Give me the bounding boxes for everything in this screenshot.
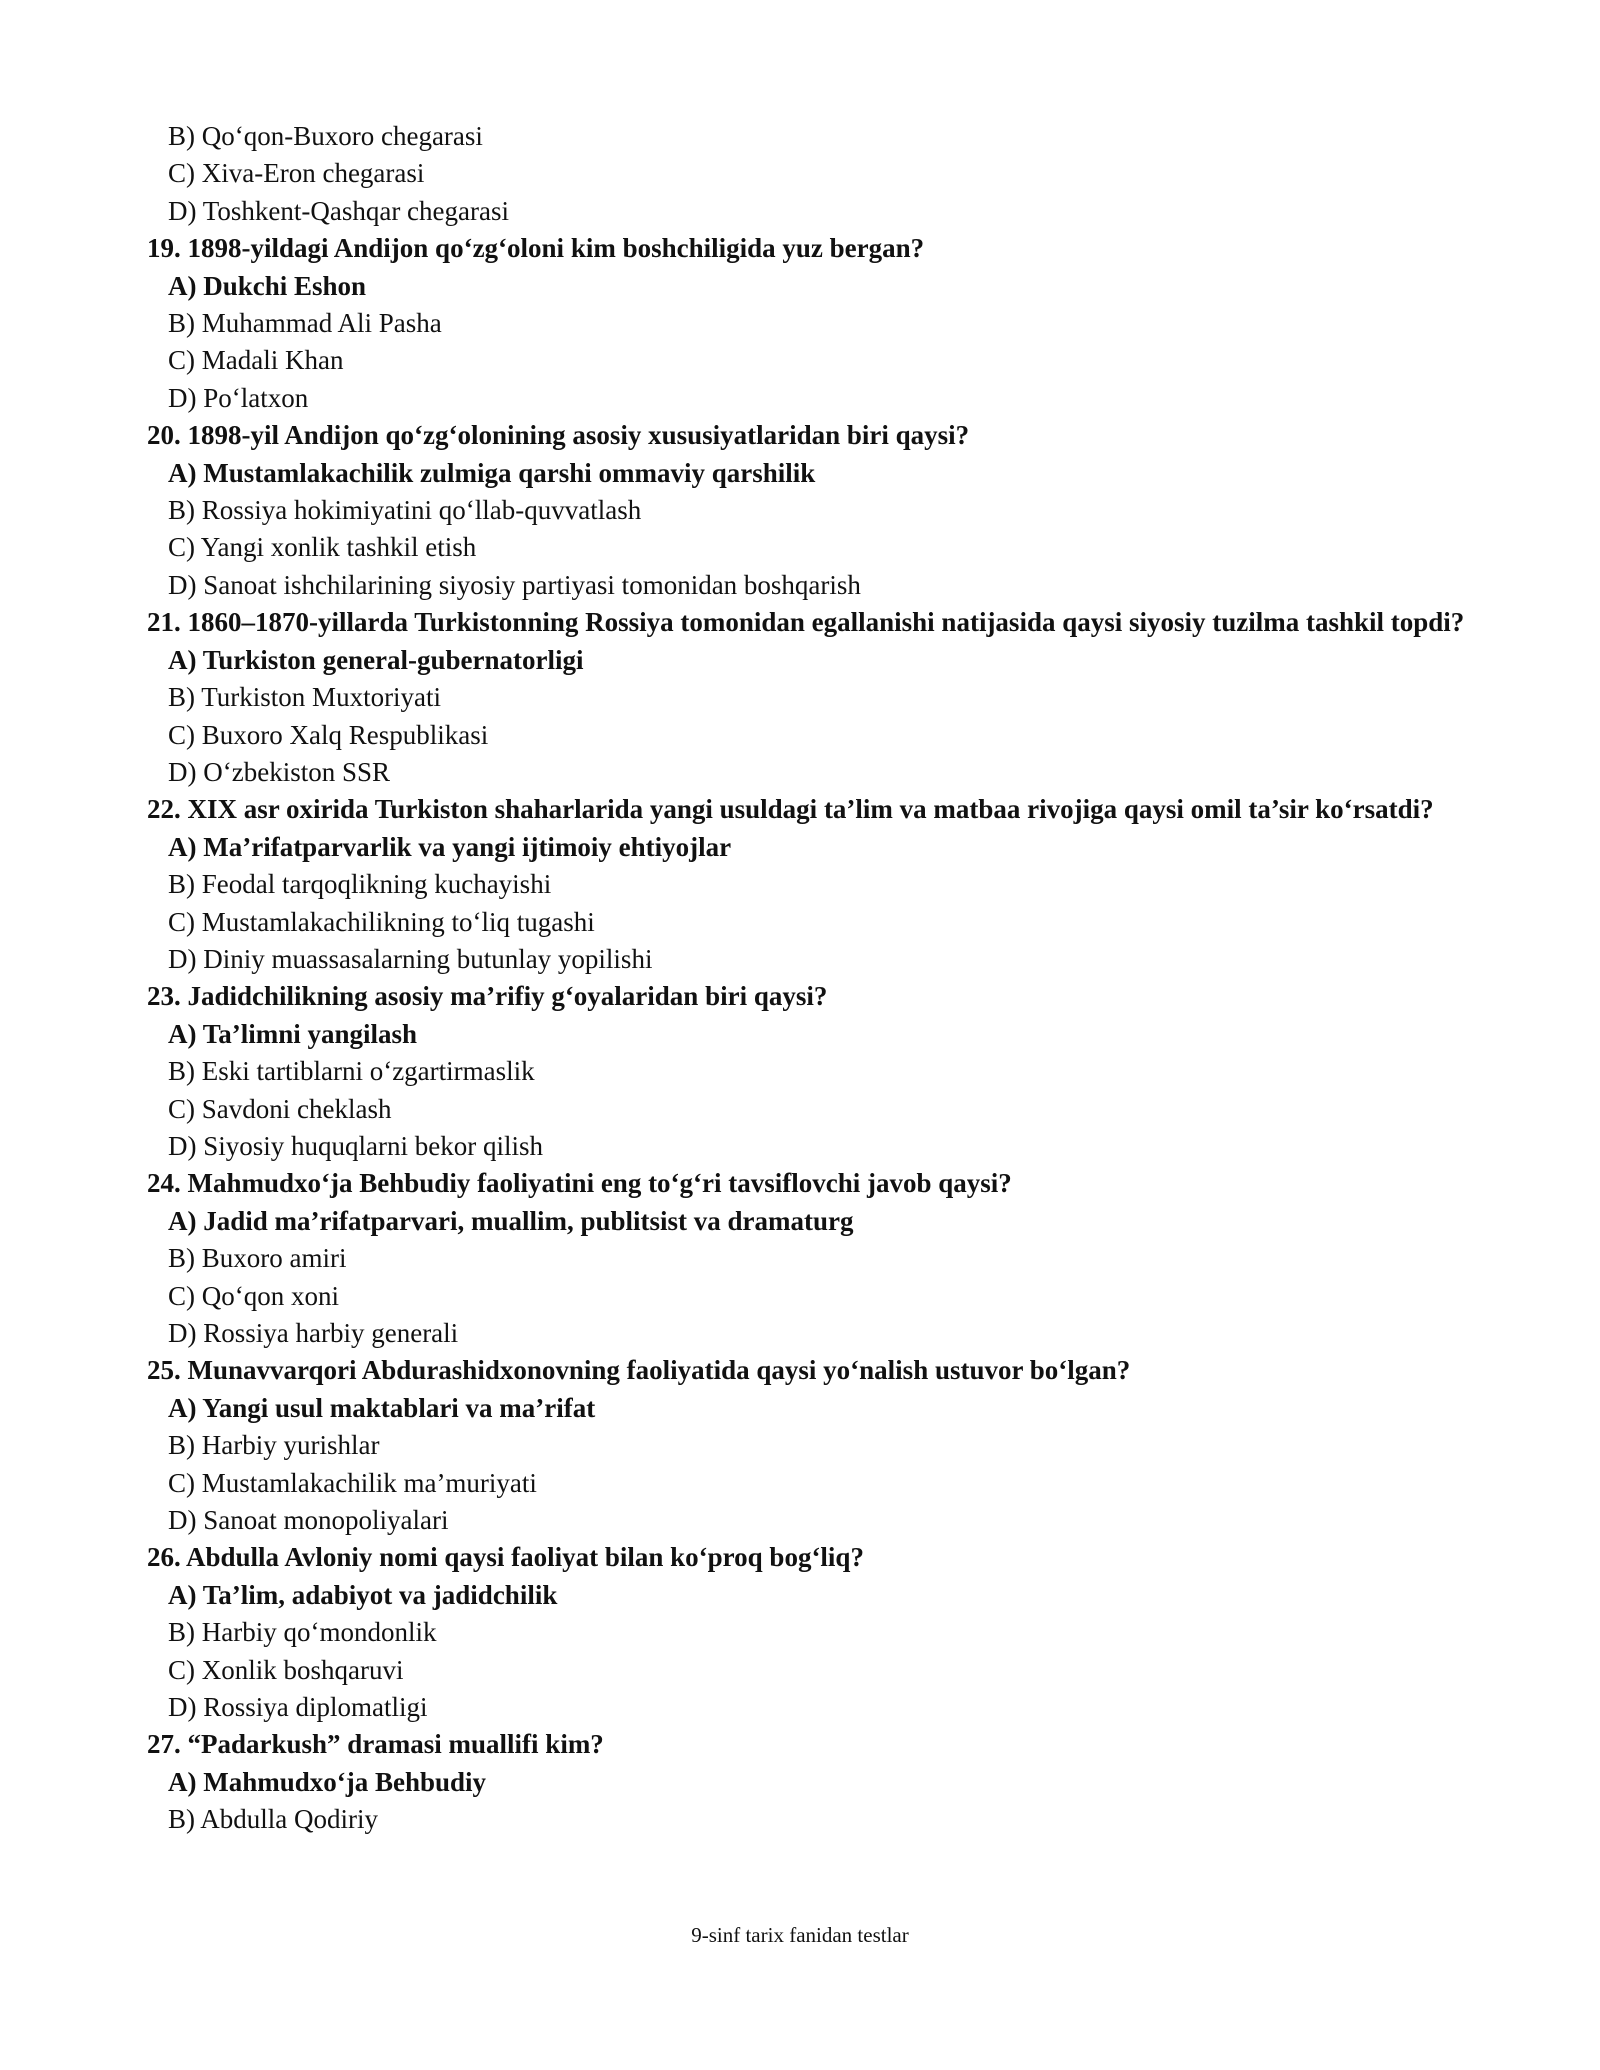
answer-option: B) Turkiston Muxtoriyati [168, 682, 442, 713]
correct-answer-option: A) Mustamlakachilik zulmiga qarshi ommaviy qarshilik [168, 457, 816, 488]
answer-option: D) Siyosiy huquqlarni bekor qilish [168, 1130, 543, 1161]
question-block [0, 1352, 1600, 1539]
question-text: 20. 1898-yil Andijon qo‘zg‘olonining asosiy xususiyatlaridan biri qaysi? [147, 420, 970, 451]
correct-answer-option: A) Jadid ma’rifatparvari, muallim, publitsist va dramaturg [168, 1205, 854, 1236]
question-text: 25. Munavvarqori Abdurashidxonovning faoliyatida qaysi yo‘nalish ustuvor bo‘lgan? [147, 1355, 1131, 1386]
answer-option: B) Eski tartiblarni o‘zgartirmaslik [168, 1056, 535, 1087]
question-block [0, 1165, 1600, 1352]
correct-answer-option: A) Yangi usul maktablari va ma’rifat [168, 1392, 596, 1423]
question-block [0, 417, 1600, 604]
question-text: 26. Abdulla Avloniy nomi qaysi faoliyat bilan ko‘proq bog‘liq? [147, 1542, 864, 1573]
answer-option: D) Toshkent-Qashqar chegarasi [168, 195, 509, 226]
question-text: 23. Jadidchilikning asosiy ma’rifiy g‘oyalaridan biri qaysi? [147, 981, 828, 1012]
answer-option: C) Mustamlakachilikning to‘liq tugashi [168, 906, 595, 937]
answer-option: B) Abdulla Qodiriy [168, 1804, 378, 1835]
test-page [0, 118, 1600, 1839]
correct-answer-option: A) Ma’rifatparvarlik va yangi ijtimoiy ehtiyojlar [168, 831, 732, 862]
question-block [0, 791, 1600, 978]
correct-answer-option: A) Dukchi Eshon [168, 270, 367, 301]
answer-option: D) O‘zbekiston SSR [168, 756, 390, 787]
answer-option: B) Qo‘qon-Buxoro chegarasi [168, 121, 483, 151]
answer-option: D) Po‘latxon [168, 382, 309, 413]
question-block [0, 604, 1600, 791]
answer-option: C) Madali Khan [168, 345, 344, 376]
answer-option: D) Rossiya harbiy generali [168, 1318, 459, 1348]
answer-option: D) Sanoat monopoliyalari [168, 1505, 449, 1536]
answer-option: C) Xonlik boshqaruvi [168, 1654, 404, 1685]
answer-option: B) Harbiy qo‘mondonlik [168, 1617, 437, 1648]
answer-option: C) Buxoro Xalq Respublikasi [168, 719, 489, 750]
correct-answer-option: A) Ta’lim, adabiyot va jadidchilik [168, 1579, 558, 1610]
question-text: 21. 1860–1870-yillarda Turkistonning Rossiya tomonidan egallanishi natijasida qaysi siyosiy tuzilma tashkil topdi? [147, 607, 1465, 638]
question-block [0, 978, 1600, 1165]
page-footer: 9-sinf tarix fanidan testlar [691, 1923, 909, 1947]
answer-option: C) Xiva-Eron chegarasi [168, 158, 425, 189]
answer-option: B) Buxoro amiri [168, 1243, 347, 1274]
answer-option: C) Mustamlakachilik ma’muriyati [168, 1467, 537, 1498]
question-text: 27. “Padarkush” dramasi muallifi kim? [147, 1729, 604, 1760]
correct-answer-option: A) Mahmudxo‘ja Behbudiy [168, 1766, 487, 1797]
continued-options [0, 118, 1600, 230]
question-text: 22. XIX asr oxirida Turkiston shaharlarida yangi usuldagi ta’lim va matbaa rivojiga qaysi omil ta’sir ko‘rsatdi? [147, 794, 1434, 825]
question-block [0, 230, 1600, 417]
question-text: 19. 1898-yildagi Andijon qo‘zg‘oloni kim boshchiligida yuz bergan? [147, 233, 925, 264]
answer-option: B) Muhammad Ali Pasha [168, 308, 442, 339]
question-list [0, 230, 1600, 1838]
answer-option: C) Savdoni cheklash [168, 1093, 392, 1124]
answer-option: B) Rossiya hokimiyatini qo‘llab-quvvatlash [168, 495, 642, 526]
question-block [0, 1726, 1600, 1838]
question-block [0, 1539, 1600, 1726]
correct-answer-option: A) Turkiston general-gubernatorligi [168, 644, 584, 675]
question-text: 24. Mahmudxo‘ja Behbudiy faoliyatini eng to‘g‘ri tavsiflovchi javob qaysi? [147, 1168, 1012, 1199]
answer-option: D) Diniy muassasalarning butunlay yopilishi [168, 943, 653, 974]
answer-option: C) Yangi xonlik tashkil etish [168, 532, 477, 563]
answer-option: D) Sanoat ishchilarining siyosiy partiyasi tomonidan boshqarish [168, 569, 861, 600]
answer-option: C) Qo‘qon xoni [168, 1280, 339, 1311]
answer-option: D) Rossiya diplomatligi [168, 1692, 428, 1723]
correct-answer-option: A) Ta’limni yangilash [168, 1018, 418, 1049]
answer-option: B) Feodal tarqoqlikning kuchayishi [168, 869, 552, 900]
answer-option: B) Harbiy yurishlar [168, 1430, 380, 1461]
